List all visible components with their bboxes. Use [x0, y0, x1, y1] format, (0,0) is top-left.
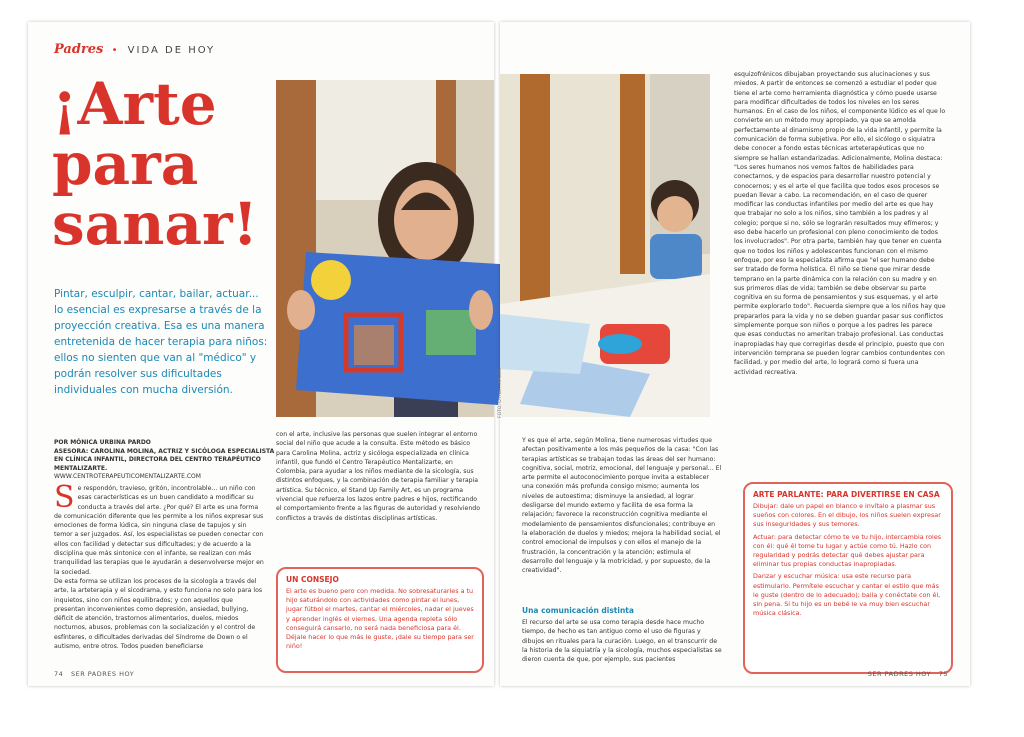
website-link[interactable]: WWW.CENTROTERAPEUTICOMENTALIZARTE.COM — [54, 473, 201, 480]
magazine-name: SER PADRES HOY — [70, 670, 135, 678]
article-title — [52, 70, 272, 258]
section-subtitle: Una comunicación distinta — [522, 606, 634, 615]
article-credits — [54, 439, 279, 482]
body-text: De esta forma se utilizan los procesos de la sicología a través del arte, la arteterapia y el sicodrama, y esto funciona no solo para los inquietos, sino con niños equilibrados; y con aquellos que presentan inconvenientes como depresión, ansiedad, bullying, déficit de atención, trastornos alimentarios, duelos, miedos nocturnos, abusos, problemas con la socialización y el control de esfínteres, o dificultades derivadas del Síndrome de Down o el autismo, entre otros. Todos pueden beneficiarse — [54, 577, 263, 651]
advisor-line: ASESORA: CAROLINA MOLINA, ACTRIZ Y SICÓLOGA ESPECIALISTA EN CLÍNICA INFANTIL, DIRECTORA DEL CENTRO TERAPÉUTICO MENTALIZARTE. — [54, 447, 275, 472]
lead-paragraph: Pintar, esculpir, cantar, bailar, actuar... lo esencial es expresarse a través de la proyección creativa. Esa es una manera entretenida de hacer terapia para niños: ellos no sienten que van al "médico" y podrán resolver sus dificultades individuales con mucha diversión. — [54, 288, 268, 396]
right-page — [500, 22, 970, 686]
bullet-icon: • — [111, 45, 120, 56]
body-column-4: esquizofrénicos dibujaban proyectando sus alucinaciones y sus miedos. A partir de entonces se comenzó a estudiar el poder que tiene el arte como herramienta diagnóstica y cómo puede usarse para modificar dificultades de todos los niveles en los seres humanos. En el caso de los niños, el componente lúdico es el que lo convierte en un método muy apropiado, ya que se amolda perfectamente al dinamismo propio de la vida infantil, y permite la comunicación de forma subjetiva. Por ello, el sicólogo o siquiatra debe conocer a fondo estas técnicas arteterapéuticas que no siempre se hallan estandarizadas. Adicionalmente, Molina destaca: "Los seres humanos nos vemos faltos de habilidades para conectarnos, y de espacios para desarrollar nuestro potencial y conocernos; y es el arte el que facilita que todos esos procesos se puedan llevar a cabo. La recomendación, en el caso de querer modificar las conductas infantiles por medio del arte es que hay que trabajar no solo a los niños, sino también a los padres y al colegio; porque si no, sólo se lograrán resultados muy efímeros; y eso debe hacerlo un profesional con pleno conocimiento de todos los involucrados". Por otra parte, también hay que tener en cuenta que no todos los niños y adolescentes funcionan con el mismo enfoque, por eso la especialista afirma que "el ser humano debe ser tratado de forma holística. El niño se tiene que mirar desde temprano en la parte dinámica con la relación con su madre y en sus primeros días de vida; también se debe observar su parte cognitiva en su forma de pensamientos y sus esquemas, y el arte permite explorarlo todo". Recuerda siempre que a los niños hay que prepararlos para la vida y no se deben guardar pasar sus conflictos simplemente porque son niños o porque a los padres les parece que esas conductas no ameritan trabajo profesional. Las conductas inapropiadas hay que corregirlas desde el principio, puesto que con intervención temprana se pueden lograr cambios contundentes con facilidad, y por medio del arte, lo logrará como si fuera una actividad recreativa. — [734, 71, 946, 376]
left-page — [28, 22, 494, 686]
body-column-2: con el arte, inclusive las personas que suelen integrar el entorno social del niño que acude a la consulta. Este método es básico para Carolina Molina, actriz y sicóloga especializada en clínica infantil, que fundó el Centro Terapéutico Mentalizarte, en Colombia, para ayudar a los niños mediante de la sicología, sus distintos enfoques, y la combinación de terapia familiar y terapia artística. Su técnico, el Stand Up Family Art, es un programa vivencial que refuerza los lazos entre padres e hijos, rectificando el comportamiento frente a las figuras de autoridad y resolviendo conflictos a través de distintas disciplinas artísticas. — [276, 431, 480, 522]
drop-cap: S — [54, 480, 75, 515]
activity-item: Danzar y escuchar música: usa este recurso para estimularlo. Permítele escuchar y cantar el estilo que más le guste (dentro de lo adecuado); baila y conéctate con él, sin pena. Si tu hijo es un bebé le va muy bien escuchar música clásica. — [753, 572, 941, 618]
body-column-1 — [54, 480, 264, 651]
page-number: 75 — [938, 670, 948, 678]
author-line: POR MÓNICA URBINA PARDO — [54, 439, 151, 446]
body-column-3 — [522, 436, 722, 575]
page-footer — [868, 670, 948, 678]
activity-title: ARTE PARLANTE: PARA DIVERTIRSE EN CASA — [753, 490, 940, 499]
photo-boy-painting — [500, 74, 710, 417]
section-name: VIDA DE HOY — [127, 45, 216, 56]
body-text: Y es que el arte, según Molina, tiene numerosas virtudes que afectan positivamente a los más pequeños de la casa: "Con las terapias artísticas se trabajan todas las áreas del ser humano: cognitiva, social, motriz, emocional, del lenguaje y personal... El arte permite el autoconocimiento porque invita a establecer una conexión más profunda consigo mismo; aumenta los niveles de autoestima; disminuye la ansiedad, al lograr desligarse del mundo externo y facilita de esa forma la relajación; favorece la reconstrucción cognitiva mediante el modelamiento de pensamientos disfuncionales; contribuye en la elaboración de duelos y miedos; mejora la habilidad social, el control emocional de impulsos y con ellos el manejo de la frustración, la concentración y la atención; estimula el desarrollo del lenguaje y la motricidad, y por supuesto, de la creatividad". — [522, 437, 722, 575]
magazine-name: SER PADRES HOY — [867, 670, 932, 678]
girl-photo-illustration — [276, 80, 494, 417]
page-number: 74 — [54, 670, 64, 678]
photo-girl-with-painting — [276, 80, 494, 417]
page-footer — [54, 670, 134, 678]
title-line: sanar! — [52, 190, 259, 258]
title-line: para — [52, 130, 199, 198]
body-text: e respondón, travieso, gritón, incontrolable... un niño con esas características es un buen candidato a modificar su conducta a través del arte. ¿Por qué? El arte es una forma de comunicación diferente que les permite a los niños expresar sus emociones de forma lúdica, sin ninguna clase de tapujos y sin temor a ser juzgados. Así, los especialistas se pueden conectar con ellos con facilidad y detectar sus dificultades; y de acuerdo a la disciplina que más sintonice con el infante, se realizan con más tranquilidad las terapias que le ayudarán a desenvolverse mejor en la sociedad. — [54, 485, 264, 576]
activity-item: Actuar: para detectar cómo te ve tu hijo, intercambia roles con él: qué él tome tu lugar y actúe como tú. Hazlo con regularidad y podrás detectar qué debes ajustar para eliminar tus propias conductas inapropiadas. — [753, 532, 942, 569]
tip-box — [276, 567, 484, 673]
body-column-3b: El recurso del arte se usa como terapia desde hace mucho tiempo, de hecho es tan antiguo como el uso de figuras y dibujos en rituales para la curación. Luego, en el transcurrir de la historia de la siquiatría y la sicología, muchos especialistas se dieron cuenta de que, por ejemplo, sus pacientes — [522, 619, 722, 664]
brand-logo: Padres — [54, 42, 104, 57]
section-header — [54, 42, 215, 57]
activity-box — [743, 482, 953, 674]
activity-item: Dibujar: dale un papel en blanco e invítalo a plasmar sus sueños con colores. En el dibujo, los niños suelen expresar sus inseguridades y sus temores. — [753, 502, 941, 529]
boy-photo-illustration — [500, 74, 710, 417]
tip-title: UN CONSEJO — [286, 575, 339, 584]
photo-credit: FOTO: OTHER IMAGES — [498, 368, 503, 418]
title-line: ¡Arte — [52, 70, 217, 138]
tip-text: El arte es bueno pero con medida. No sobresaturarles a tu hijo saturándolo con actividades como pintar el lunes, jugar fútbol el martes, cantar el miércoles, nadar el jueves y aprender inglés el viernes. Una agenda repleta sólo conseguirá cansarlo, no será nada beneficiosa para él. Déjale hacer lo que más le guste, ¡dale su tiempo para ser niño! — [286, 587, 474, 651]
